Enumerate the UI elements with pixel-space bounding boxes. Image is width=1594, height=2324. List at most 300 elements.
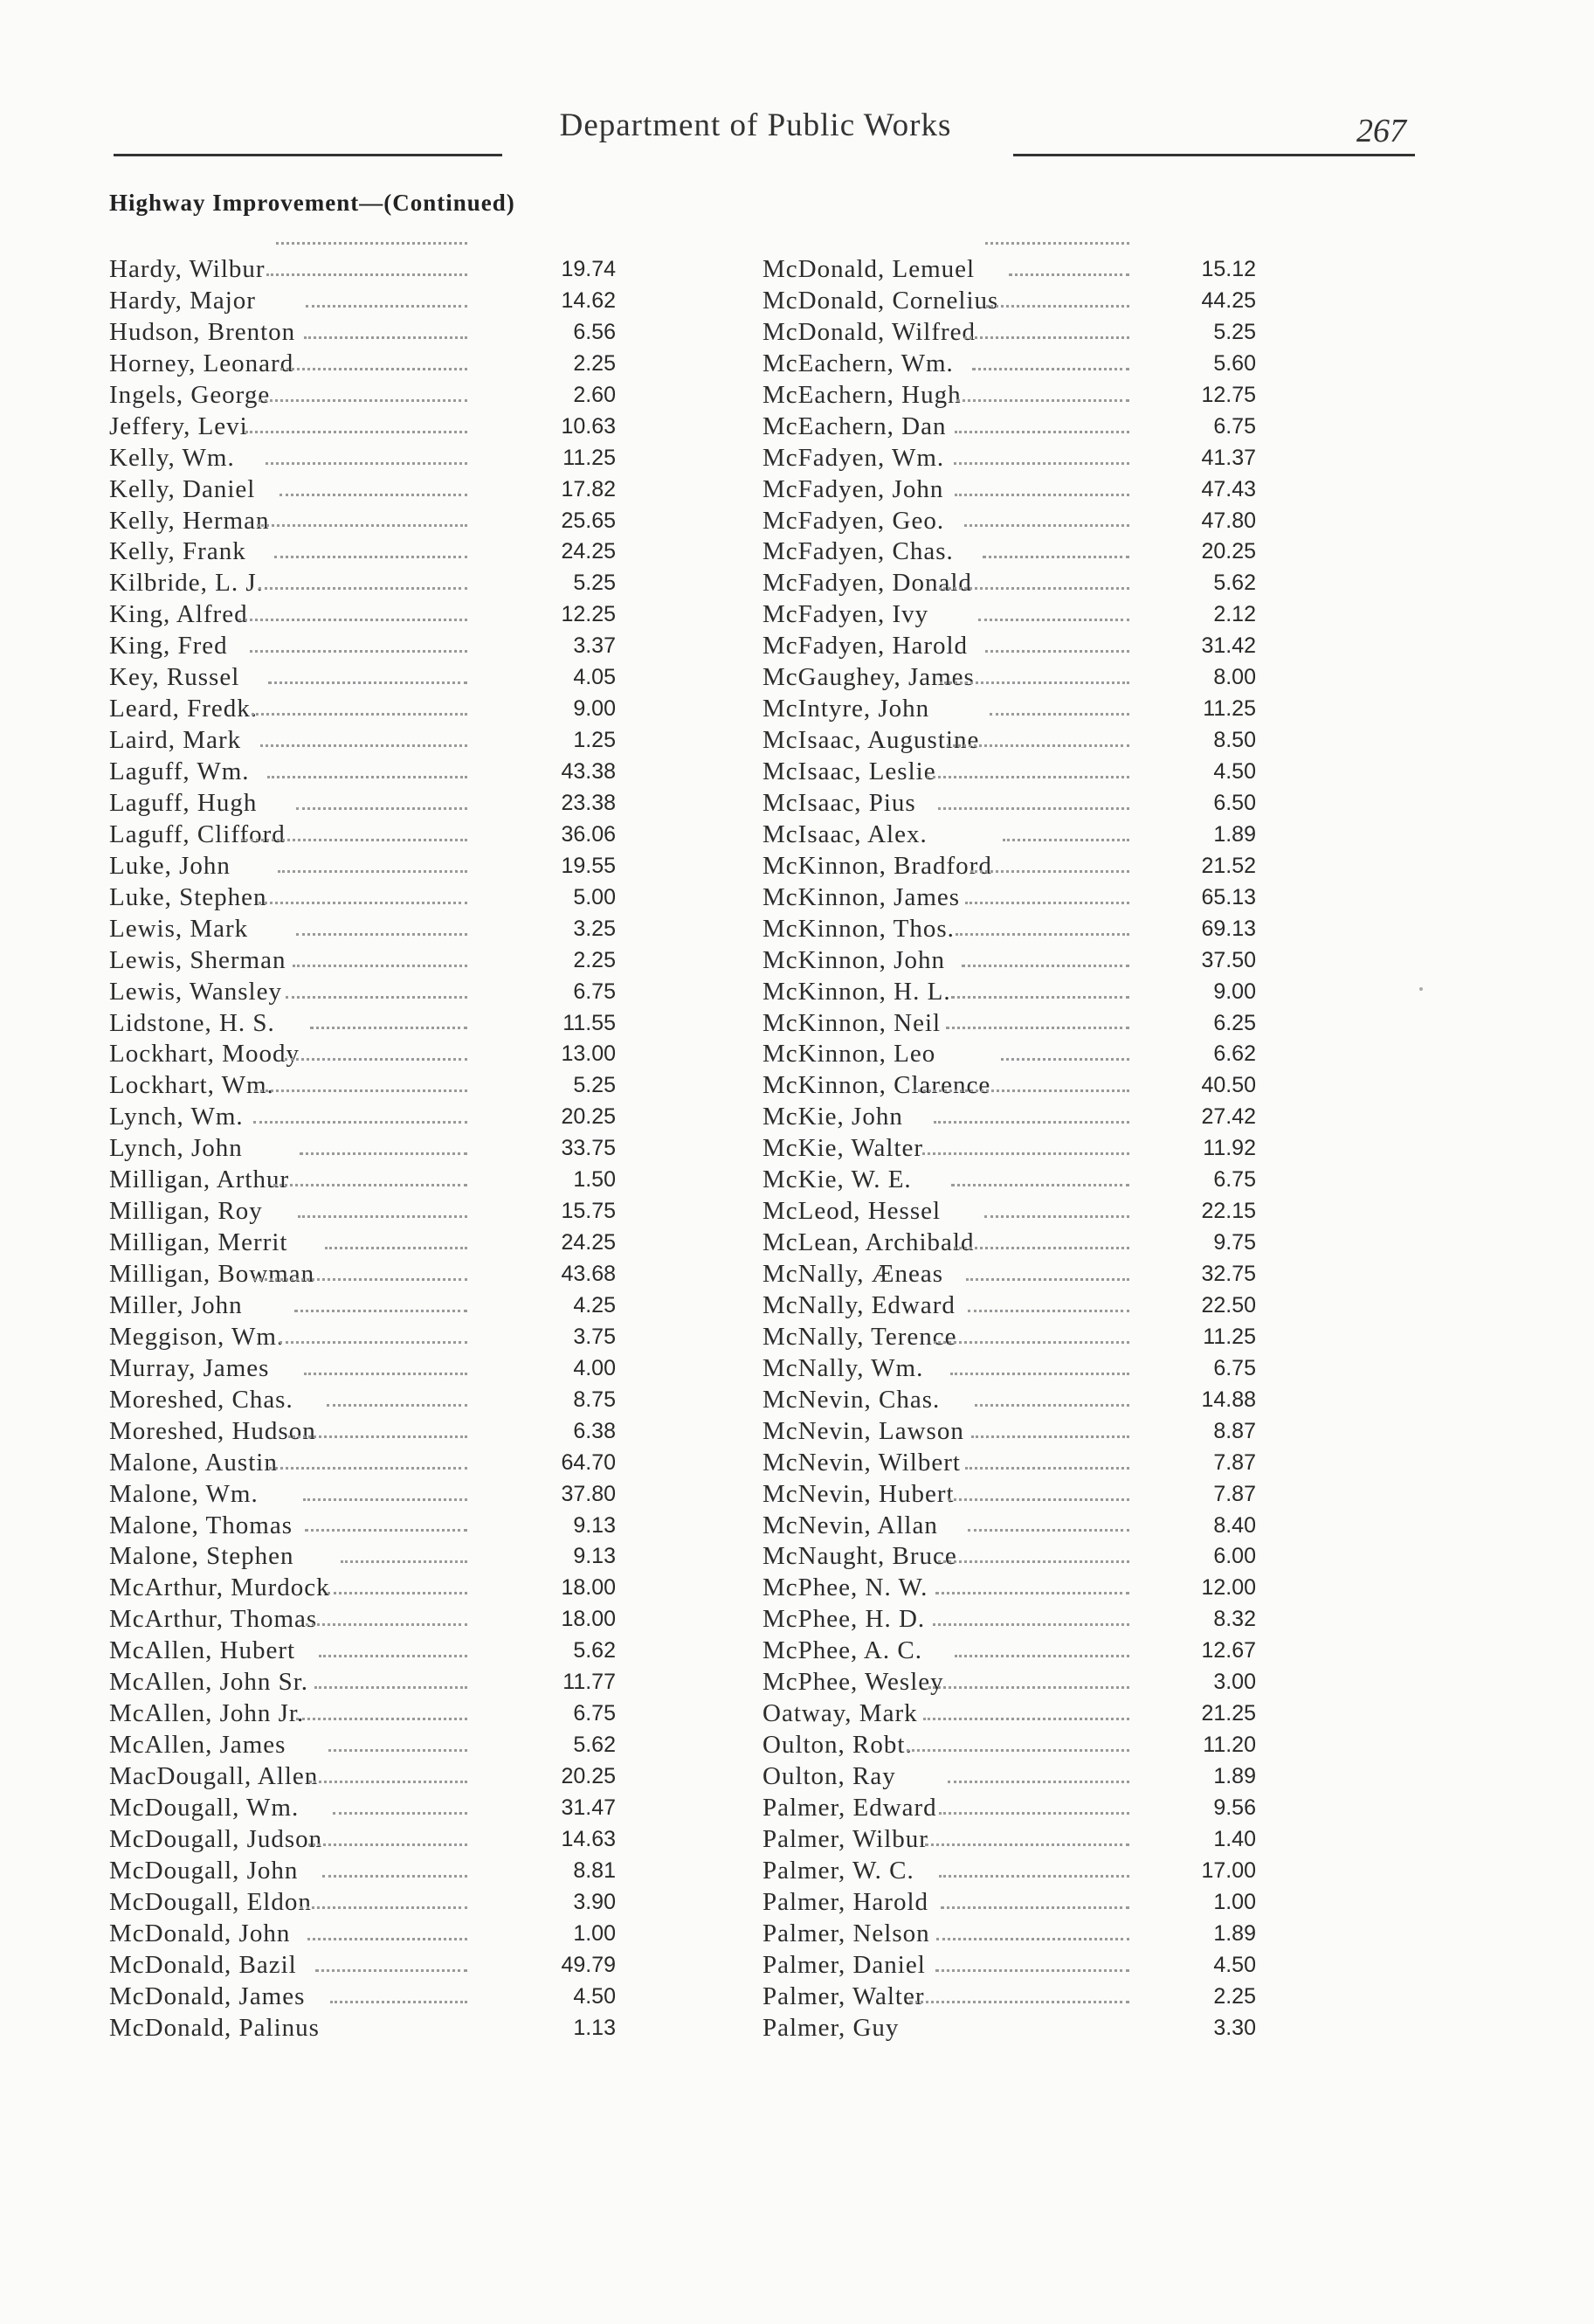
entry-name: Milligan, Bowman xyxy=(109,1260,315,1288)
entry-name: Palmer, W. C. xyxy=(762,1856,914,1885)
entry-amount: 8.75 xyxy=(573,1387,616,1412)
entry-name: Oatway, Mark xyxy=(762,1699,918,1728)
entry-name: McDonald, Palinus xyxy=(109,2013,320,2042)
entry-name: Hudson, Brenton xyxy=(109,317,296,346)
entry-name: Palmer, Daniel xyxy=(762,1950,926,1979)
entry-amount: 31.47 xyxy=(561,1795,616,1820)
list-item xyxy=(109,1069,616,1101)
list-item xyxy=(762,1760,1256,1792)
list-item xyxy=(109,253,616,285)
list-item xyxy=(762,1886,1256,1918)
list-item xyxy=(762,1007,1256,1039)
entry-name: McDougall, Judson xyxy=(109,1824,323,1853)
entry-amount: 2.60 xyxy=(573,382,616,407)
list-item xyxy=(762,1384,1256,1415)
entry-amount: 6.75 xyxy=(573,979,616,1004)
list-item xyxy=(762,1666,1256,1698)
entry-amount: 14.62 xyxy=(561,287,616,313)
list-item xyxy=(109,1321,616,1352)
entry-name: McEachern, Hugh xyxy=(762,380,962,409)
list-item xyxy=(762,819,1256,850)
entry-name: Moreshed, Hudson xyxy=(109,1416,316,1445)
entry-amount: 6.62 xyxy=(1213,1041,1256,1067)
list-item xyxy=(762,316,1256,348)
entry-name: McFadyen, Ivy xyxy=(762,600,929,629)
entry-amount: 20.25 xyxy=(1201,539,1256,564)
entry-amount: 19.55 xyxy=(561,853,616,878)
entry-name: Lockhart, Moody xyxy=(109,1040,300,1069)
list-item xyxy=(109,411,616,442)
list-item xyxy=(762,1698,1256,1729)
list-item xyxy=(762,1572,1256,1603)
entry-name: Malone, Thomas xyxy=(109,1511,293,1539)
entry-name: McGaughey, James xyxy=(762,663,975,692)
entry-amount: 5.25 xyxy=(573,571,616,596)
entry-name: McFadyen, Wm. xyxy=(762,443,945,472)
list-item xyxy=(762,630,1256,661)
entry-amount: 19.74 xyxy=(561,257,616,281)
entry-amount: 3.75 xyxy=(573,1324,616,1349)
entry-amount: 1.89 xyxy=(1213,1764,1256,1788)
entry-amount: 4.50 xyxy=(1213,759,1256,784)
entry-name: Lynch, John xyxy=(109,1134,243,1163)
entry-name: McIntyre, John xyxy=(762,695,930,723)
entry-amount: 12.75 xyxy=(1201,382,1256,407)
entry-name: McFadyen, Harold xyxy=(762,632,969,661)
list-item xyxy=(762,724,1256,756)
entry-name: McFadyen, John xyxy=(762,474,944,503)
entry-amount: 9.13 xyxy=(573,1512,616,1538)
entry-amount: 8.00 xyxy=(1213,665,1256,690)
entry-amount: 4.05 xyxy=(573,665,616,690)
entry-name: McDonald, John xyxy=(109,1919,291,1947)
list-item xyxy=(762,787,1256,819)
entry-name: Milligan, Arthur xyxy=(109,1165,290,1194)
entry-name: Malone, Austin xyxy=(109,1448,278,1477)
list-item xyxy=(109,2012,616,2044)
entry-amount: 12.67 xyxy=(1201,1638,1256,1663)
entry-amount: 3.90 xyxy=(573,1889,616,1914)
entry-name: Palmer, Edward xyxy=(762,1793,937,1822)
entry-name: Lewis, Mark xyxy=(109,914,249,943)
entry-name: Hardy, Wilbur xyxy=(109,255,266,283)
list-item xyxy=(762,1540,1256,1572)
list-item xyxy=(109,1352,616,1384)
entry-amount: 6.75 xyxy=(573,1701,616,1726)
entry-amount: 1.25 xyxy=(573,728,616,753)
list-item xyxy=(109,1949,616,1981)
entry-name: McDonald, Cornelius xyxy=(762,286,999,315)
list-item xyxy=(762,1792,1256,1823)
list-item xyxy=(762,693,1256,724)
entry-amount: 10.63 xyxy=(561,413,616,439)
entry-amount: 8.40 xyxy=(1213,1512,1256,1538)
entry-name: McKie, Walter xyxy=(762,1134,924,1163)
entry-amount: 1.00 xyxy=(573,1920,616,1946)
entry-name: McPhee, H. D. xyxy=(762,1605,926,1634)
entry-name: Meggison, Wm. xyxy=(109,1322,285,1351)
entry-name: McLean, Archibald xyxy=(762,1228,975,1257)
entry-name: Kelly, Daniel xyxy=(109,474,256,503)
entry-name: McKinnon, Neil xyxy=(762,1008,942,1037)
entry-name: McDonald, James xyxy=(109,1982,306,2010)
list-item xyxy=(109,567,616,598)
entry-amount: 18.00 xyxy=(561,1575,616,1601)
entry-amount: 37.80 xyxy=(561,1481,616,1506)
page-header xyxy=(114,107,1415,159)
list-item xyxy=(762,1038,1256,1069)
entry-amount: 22.15 xyxy=(1201,1199,1256,1224)
entry-amount: 21.25 xyxy=(1201,1701,1256,1726)
entry-name: Laguff, Clifford xyxy=(109,820,286,848)
entry-name: Malone, Stephen xyxy=(109,1542,294,1571)
entry-name: McKinnon, John xyxy=(762,945,945,974)
entry-amount: 5.62 xyxy=(573,1638,616,1663)
entry-amount: 37.50 xyxy=(1201,947,1256,972)
list-item xyxy=(109,1540,616,1572)
entry-amount: 1.89 xyxy=(1213,1920,1256,1946)
entry-name: Malone, Wm. xyxy=(109,1479,259,1508)
entry-name: King, Fred xyxy=(109,632,228,661)
entry-name: McAllen, John Jr. xyxy=(109,1699,305,1728)
list-item xyxy=(109,285,616,316)
entry-name: King, Alfred xyxy=(109,600,248,629)
entry-name: McNally, Wm. xyxy=(762,1353,924,1382)
entry-amount: 40.50 xyxy=(1201,1073,1256,1098)
entry-name: McPhee, N. W. xyxy=(762,1574,928,1602)
entry-amount: 4.50 xyxy=(1213,1952,1256,1977)
list-item xyxy=(762,913,1256,944)
entry-name: Lockhart, Wm. xyxy=(109,1071,274,1100)
list-item xyxy=(762,1447,1256,1478)
entry-name: McKie, John xyxy=(762,1103,903,1131)
entry-name: McAllen, James xyxy=(109,1731,286,1760)
list-item xyxy=(109,1164,616,1195)
entry-amount: 47.80 xyxy=(1201,508,1256,533)
entry-name: Palmer, Nelson xyxy=(762,1919,930,1947)
list-item xyxy=(109,1290,616,1321)
list-item xyxy=(109,1698,616,1729)
entry-name: McIsaac, Leslie xyxy=(762,757,936,785)
header-rule-left xyxy=(114,154,502,156)
list-item xyxy=(109,1258,616,1290)
entry-amount: 20.25 xyxy=(561,1104,616,1130)
list-item xyxy=(109,724,616,756)
entry-name: Moreshed, Chas. xyxy=(109,1385,293,1414)
entry-name: Key, Russel xyxy=(109,663,240,692)
list-item xyxy=(109,505,616,536)
list-item xyxy=(109,1855,616,1886)
entry-amount: 8.50 xyxy=(1213,728,1256,753)
entry-amount: 6.00 xyxy=(1213,1544,1256,1569)
list-item xyxy=(109,850,616,882)
entry-amount: 3.37 xyxy=(573,633,616,659)
list-item xyxy=(762,1823,1256,1855)
list-item xyxy=(762,379,1256,411)
entry-amount: 65.13 xyxy=(1201,884,1256,910)
right-column xyxy=(762,253,1256,2043)
list-item xyxy=(762,976,1256,1007)
entry-name: McKie, W. E. xyxy=(762,1165,912,1194)
list-item xyxy=(762,1855,1256,1886)
entry-amount: 6.75 xyxy=(1213,1167,1256,1193)
entry-name: McNally, Edward xyxy=(762,1290,956,1319)
list-item xyxy=(762,1918,1256,1949)
list-item xyxy=(109,316,616,348)
entry-amount: 12.25 xyxy=(561,602,616,627)
entry-amount: 6.56 xyxy=(573,319,616,344)
list-item xyxy=(109,913,616,944)
page-title: Department of Public Works xyxy=(559,107,952,143)
entry-amount: 7.87 xyxy=(1213,1449,1256,1475)
list-item xyxy=(762,536,1256,567)
entry-amount: 27.42 xyxy=(1201,1104,1256,1130)
entry-amount: 3.00 xyxy=(1213,1670,1256,1695)
list-item xyxy=(109,756,616,787)
entry-amount: 41.37 xyxy=(1201,445,1256,470)
entry-amount: 9.00 xyxy=(1213,979,1256,1004)
list-item xyxy=(109,1666,616,1698)
list-item xyxy=(109,1603,616,1635)
left-column xyxy=(109,253,616,2043)
list-item xyxy=(109,1981,616,2012)
section-heading: Highway Improvement—(Continued) xyxy=(109,190,515,216)
list-item xyxy=(109,536,616,567)
list-item xyxy=(762,1069,1256,1101)
entry-amount: 3.30 xyxy=(1213,2015,1256,2040)
entry-amount: 31.42 xyxy=(1201,633,1256,659)
entry-amount: 11.55 xyxy=(562,1010,616,1035)
entry-name: Milligan, Merrit xyxy=(109,1228,288,1257)
entry-amount: 2.25 xyxy=(573,350,616,376)
list-item xyxy=(109,598,616,630)
entry-name: McKinnon, Bradford xyxy=(762,851,992,880)
list-item xyxy=(109,1760,616,1792)
entry-name: Palmer, Guy xyxy=(762,2013,900,2042)
entry-name: McKinnon, Clarence xyxy=(762,1071,991,1100)
list-item xyxy=(762,1510,1256,1541)
list-item xyxy=(762,1290,1256,1321)
entry-name: Ingels, George xyxy=(109,380,271,409)
entry-name: Palmer, Harold xyxy=(762,1887,929,1916)
list-item xyxy=(109,1823,616,1855)
entry-amount: 8.87 xyxy=(1213,1418,1256,1443)
list-item xyxy=(762,411,1256,442)
entry-name: McPhee, A. C. xyxy=(762,1636,922,1665)
entry-name: Jeffery, Levi xyxy=(109,412,248,440)
entry-name: Luke, John xyxy=(109,851,231,880)
entry-amount: 2.25 xyxy=(573,947,616,972)
list-item xyxy=(762,1352,1256,1384)
entry-name: Palmer, Wilbur xyxy=(762,1824,928,1853)
list-item xyxy=(109,1478,616,1510)
entry-amount: 12.00 xyxy=(1201,1575,1256,1601)
entry-amount: 15.75 xyxy=(561,1199,616,1224)
entry-name: McDonald, Lemuel xyxy=(762,255,976,283)
entry-amount: 5.60 xyxy=(1213,350,1256,376)
list-item xyxy=(762,505,1256,536)
list-item xyxy=(109,882,616,913)
entry-amount: 13.00 xyxy=(561,1041,616,1067)
entry-amount: 2.25 xyxy=(1213,1983,1256,2009)
entry-name: McDonald, Wilfred xyxy=(762,317,976,346)
list-item xyxy=(109,379,616,411)
list-item xyxy=(762,661,1256,693)
entry-name: McArthur, Murdock xyxy=(109,1574,330,1602)
list-item xyxy=(762,1729,1256,1760)
entry-name: McAllen, Hubert xyxy=(109,1636,296,1665)
list-item xyxy=(109,1101,616,1132)
entry-name: Hardy, Major xyxy=(109,286,256,315)
entry-amount: 24.25 xyxy=(561,1230,616,1255)
header-rule-right xyxy=(1013,154,1415,156)
list-item xyxy=(762,850,1256,882)
entry-name: Lewis, Wansley xyxy=(109,977,282,1006)
list-item xyxy=(762,567,1256,598)
entry-name: Laguff, Hugh xyxy=(109,788,258,817)
list-item xyxy=(762,1258,1256,1290)
list-item xyxy=(109,1886,616,1918)
list-item xyxy=(762,1415,1256,1447)
list-item xyxy=(762,474,1256,505)
list-item xyxy=(109,819,616,850)
entry-amount: 6.75 xyxy=(1213,1355,1256,1380)
entry-amount: 11.77 xyxy=(562,1670,616,1695)
entry-amount: 44.25 xyxy=(1201,287,1256,313)
entry-amount: 21.52 xyxy=(1201,853,1256,878)
entry-amount: 9.75 xyxy=(1213,1230,1256,1255)
entry-amount: 7.87 xyxy=(1213,1481,1256,1506)
entry-amount: 6.38 xyxy=(573,1418,616,1443)
entry-amount: 1.00 xyxy=(1213,1889,1256,1914)
entry-name: Lewis, Sherman xyxy=(109,945,286,974)
entry-name: McNally, Æneas xyxy=(762,1260,944,1288)
entry-amount: 5.00 xyxy=(573,884,616,910)
entry-amount: 24.25 xyxy=(561,539,616,564)
entry-amount: 14.88 xyxy=(1201,1387,1256,1412)
entry-name: McKinnon, H. L. xyxy=(762,977,951,1006)
entry-name: McFadyen, Chas. xyxy=(762,537,954,566)
entry-name: Palmer, Walter xyxy=(762,1982,925,2010)
list-item xyxy=(109,474,616,505)
entry-name: McPhee, Wesley xyxy=(762,1668,944,1697)
entry-name: Kilbride, L. J. xyxy=(109,569,264,598)
list-item xyxy=(762,285,1256,316)
list-item xyxy=(109,1227,616,1258)
list-item xyxy=(762,1603,1256,1635)
list-item xyxy=(109,630,616,661)
entry-name: McNevin, Allan xyxy=(762,1511,938,1539)
entry-amount: 22.50 xyxy=(1201,1292,1256,1318)
entry-name: McDougall, Wm. xyxy=(109,1793,300,1822)
list-item xyxy=(762,1101,1256,1132)
entry-amount: 43.68 xyxy=(561,1262,616,1286)
entry-name: McKinnon, Thos. xyxy=(762,914,955,943)
entry-amount: 47.43 xyxy=(1201,476,1256,501)
list-item xyxy=(109,442,616,474)
entry-amount: 36.06 xyxy=(561,821,616,847)
list-item xyxy=(109,1729,616,1760)
entry-amount: 5.62 xyxy=(1213,571,1256,596)
list-item xyxy=(109,1572,616,1603)
entry-amount: 5.25 xyxy=(1213,319,1256,344)
entry-name: Oulton, Ray xyxy=(762,1762,896,1790)
entry-amount: 5.25 xyxy=(573,1073,616,1098)
entry-amount: 11.92 xyxy=(1203,1136,1256,1161)
entry-amount: 4.50 xyxy=(573,1983,616,2009)
list-item xyxy=(762,882,1256,913)
entry-amount: 1.40 xyxy=(1213,1826,1256,1851)
entry-amount: 14.63 xyxy=(561,1826,616,1851)
list-item xyxy=(762,1635,1256,1666)
entry-name: Murray, James xyxy=(109,1353,270,1382)
entry-amount: 5.62 xyxy=(573,1733,616,1758)
entry-name: McNevin, Hubert xyxy=(762,1479,955,1508)
entry-amount: 17.00 xyxy=(1201,1857,1256,1883)
entry-name: Kelly, Herman xyxy=(109,506,270,535)
list-item xyxy=(109,787,616,819)
entry-amount: 6.50 xyxy=(1213,790,1256,815)
list-item xyxy=(109,944,616,976)
entry-name: Laguff, Wm. xyxy=(109,757,250,785)
entry-name: McNaught, Bruce xyxy=(762,1542,957,1571)
entry-amount: 11.25 xyxy=(1203,696,1256,722)
entry-amount: 43.38 xyxy=(561,759,616,784)
list-item xyxy=(109,1384,616,1415)
entry-amount: 1.13 xyxy=(573,2015,616,2040)
entry-amount: 1.50 xyxy=(573,1167,616,1193)
entry-name: McDougall, John xyxy=(109,1856,299,1885)
entry-name: McFadyen, Geo. xyxy=(762,506,945,535)
entry-amount: 6.75 xyxy=(1213,413,1256,439)
list-item xyxy=(109,1195,616,1227)
page-number: 267 xyxy=(1356,113,1406,149)
entry-name: McAllen, John Sr. xyxy=(109,1668,309,1697)
list-item xyxy=(109,693,616,724)
entry-name: Horney, Leonard xyxy=(109,349,294,377)
entry-name: Kelly, Frank xyxy=(109,537,246,566)
list-item xyxy=(762,944,1256,976)
entry-amount: 69.13 xyxy=(1201,916,1256,941)
entry-name: MacDougall, Allen xyxy=(109,1762,319,1790)
entry-name: McKinnon, Leo xyxy=(762,1040,936,1069)
entry-name: McLeod, Hessel xyxy=(762,1197,942,1226)
list-item xyxy=(762,253,1256,285)
entry-amount: 11.25 xyxy=(1203,1324,1256,1349)
entry-name: Lidstone, H. S. xyxy=(109,1008,275,1037)
entry-name: McFadyen, Donald xyxy=(762,569,972,598)
entry-amount: 23.38 xyxy=(561,790,616,815)
entry-amount: 49.79 xyxy=(561,1952,616,1977)
entry-name: McIsaac, Alex. xyxy=(762,820,928,848)
entry-name: McDonald, Bazil xyxy=(109,1950,297,1979)
entry-amount: 18.00 xyxy=(561,1607,616,1632)
list-item xyxy=(109,1132,616,1164)
list-item xyxy=(109,1447,616,1478)
list-item xyxy=(109,1792,616,1823)
list-item xyxy=(109,1635,616,1666)
entry-name: Kelly, Wm. xyxy=(109,443,235,472)
entry-amount: 11.20 xyxy=(1203,1733,1256,1758)
entry-amount: 1.89 xyxy=(1213,821,1256,847)
list-item xyxy=(109,1918,616,1949)
entry-amount: 15.12 xyxy=(1201,257,1256,281)
entry-name: Leard, Fredk. xyxy=(109,695,259,723)
entry-amount: 4.00 xyxy=(573,1355,616,1380)
entry-name: McNally, Terence xyxy=(762,1322,957,1351)
entry-amount: 17.82 xyxy=(561,476,616,501)
entry-name: McIsaac, Pius xyxy=(762,788,916,817)
